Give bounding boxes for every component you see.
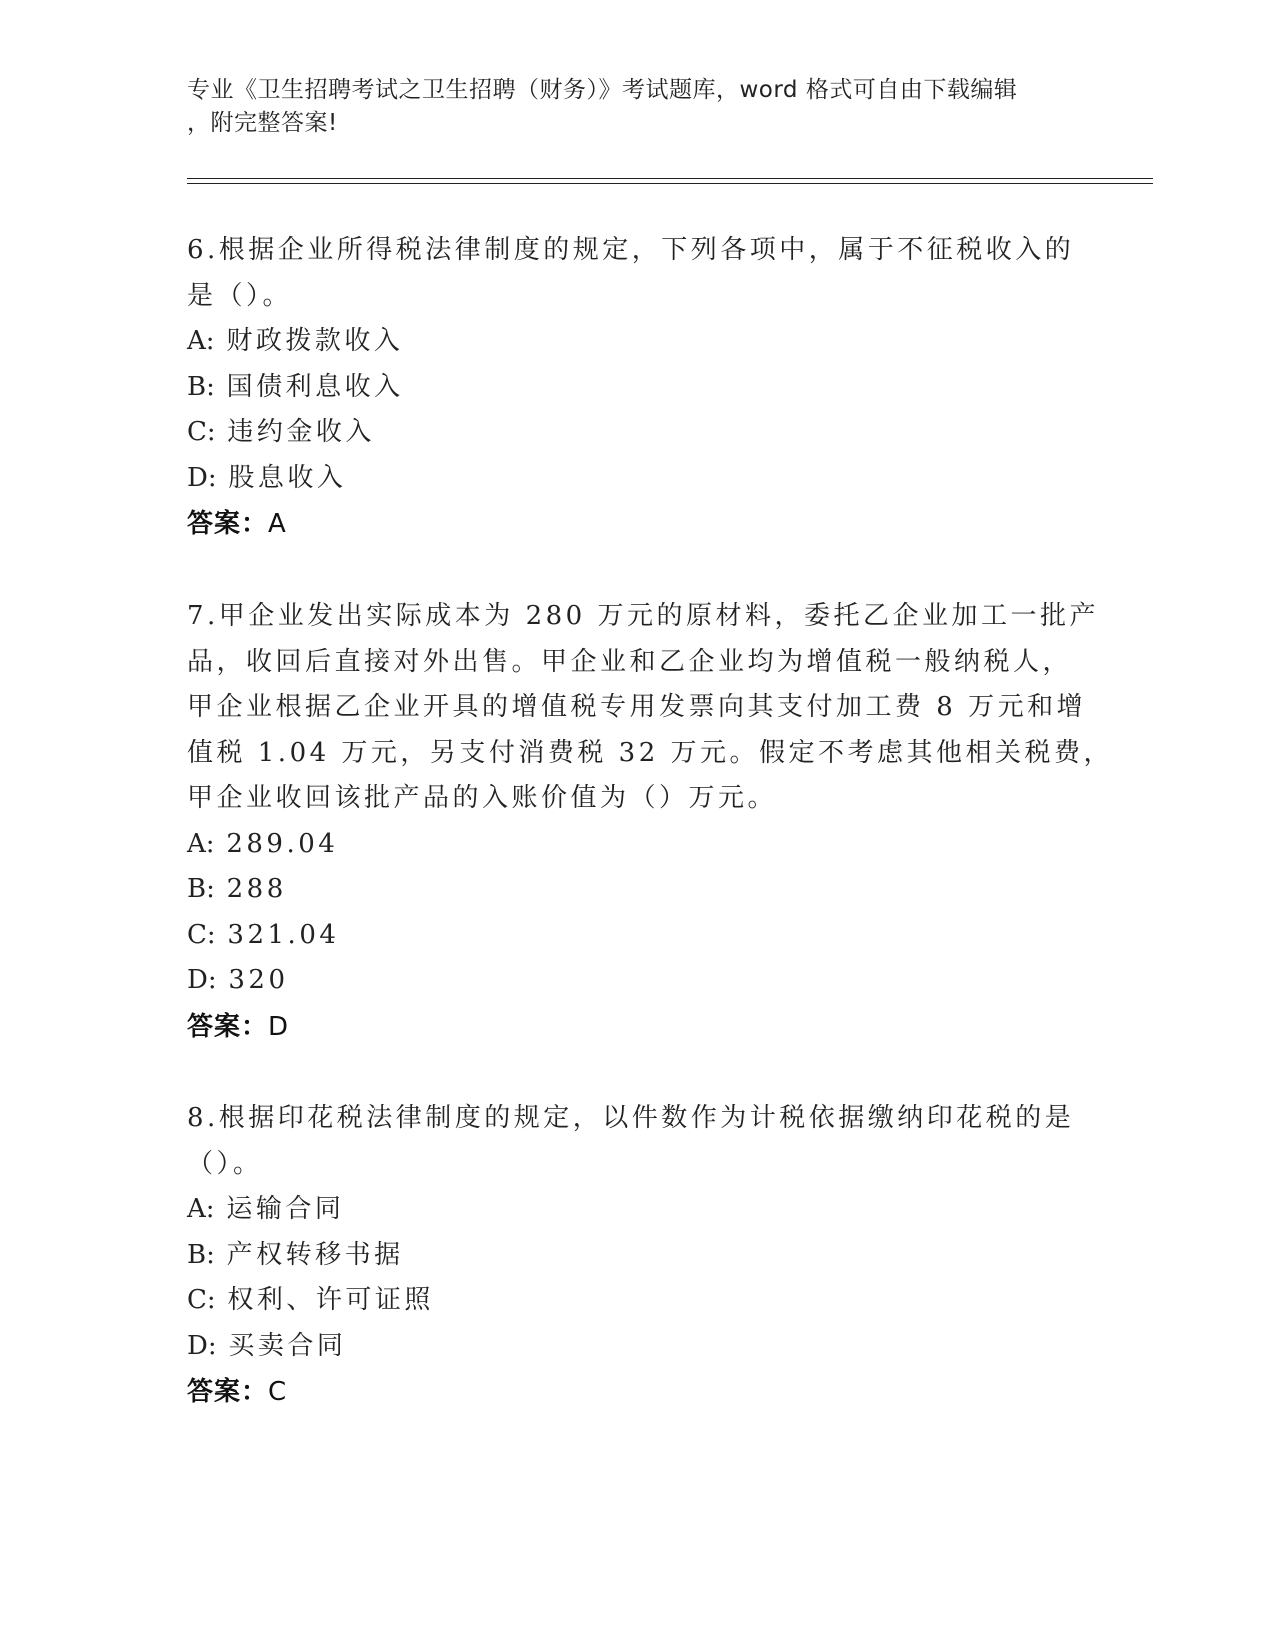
- option-letter: C:: [187, 417, 216, 447]
- document-header: [187, 74, 1067, 140]
- question-stem-line: 值税 1.04 万元，另支付消费税 32 万元。假定不考虑其他相关税费，: [187, 737, 1114, 768]
- option-letter: A:: [187, 326, 215, 356]
- option-d: [187, 958, 1087, 1004]
- option-letter: B:: [187, 874, 215, 904]
- answer-line: [187, 1369, 1087, 1415]
- question-stem-line: 甲企业根据乙企业开具的增值税专用发票向其支付加工费 8 万元和增: [187, 692, 1087, 722]
- option-text: 289.04: [226, 828, 339, 859]
- question-7: [187, 594, 1114, 1050]
- option-b: [187, 1233, 1087, 1279]
- option-text: 股息收入: [228, 462, 347, 493]
- question-stem-line: 6.根据企业所得税法律制度的规定，下列各项中，属于不征税收入的: [187, 235, 1075, 265]
- option-letter: D:: [187, 965, 217, 995]
- option-letter: A:: [187, 1194, 215, 1224]
- option-text: 320: [228, 965, 289, 995]
- option-a: [187, 822, 1087, 868]
- option-letter: C:: [187, 919, 216, 950]
- option-d: [187, 1324, 1087, 1370]
- option-text: 321.04: [227, 919, 340, 950]
- option-text: 财政拨款收入: [226, 326, 404, 356]
- option-text: 国债利息收入: [226, 371, 404, 402]
- option-c: [187, 1278, 1087, 1324]
- answer-label: 答案：: [187, 509, 269, 539]
- question-stem-line: 品，收回后直接对外出售。甲企业和乙企业均为增值税一般纳税人，: [187, 646, 1073, 677]
- option-text: 买卖合同: [228, 1330, 347, 1361]
- question-stem-line: 7.甲企业发出实际成本为 280 万元的原材料，委托乙企业加工一批产: [187, 601, 1099, 631]
- answer-line: [187, 1004, 1087, 1050]
- question-8: [187, 1096, 1087, 1415]
- option-a: [187, 319, 1087, 365]
- option-text: 权利、许可证照: [227, 1285, 434, 1315]
- option-letter: B:: [187, 371, 215, 402]
- option-letter: C:: [187, 1285, 216, 1315]
- option-text: 违约金收入: [227, 417, 375, 447]
- option-letter: B:: [187, 1239, 215, 1270]
- option-b: [187, 867, 1087, 913]
- answer-value: A: [268, 509, 287, 539]
- answer-value: D: [268, 1011, 290, 1042]
- option-d: [187, 456, 1087, 502]
- question-stem-line: （）。: [187, 1148, 263, 1179]
- answer-value: C: [268, 1377, 288, 1407]
- option-c: [187, 410, 1087, 456]
- answer-label: 答案：: [187, 1011, 269, 1042]
- option-a: [187, 1187, 1087, 1233]
- header-line-2: ，附完整答案!: [187, 110, 338, 136]
- option-letter: A:: [187, 828, 215, 859]
- question-stem-line: 8.根据印花税法律制度的规定，以件数作为计税依据缴纳印花税的是: [187, 1103, 1075, 1133]
- question-6: [187, 228, 1087, 547]
- header-divider-bottom: [187, 183, 1153, 184]
- answer-label: 答案：: [187, 1377, 269, 1407]
- question-stem-line: 是（）。: [187, 280, 293, 311]
- option-letter: D:: [187, 462, 217, 493]
- option-text: 288: [226, 874, 287, 904]
- option-text: 产权转移书据: [226, 1239, 404, 1270]
- option-letter: D:: [187, 1330, 217, 1361]
- header-divider-top: [187, 178, 1153, 179]
- option-text: 运输合同: [226, 1194, 345, 1224]
- option-b: [187, 365, 1087, 411]
- header-line-1: 专业《卫生招聘考试之卫生招聘（财务）》考试题库，word 格式可自由下载编辑: [187, 77, 1018, 103]
- answer-line: [187, 501, 1087, 547]
- question-stem-line: 甲企业收回该批产品的入账价值为（）万元。: [187, 783, 778, 813]
- option-c: [187, 913, 1087, 959]
